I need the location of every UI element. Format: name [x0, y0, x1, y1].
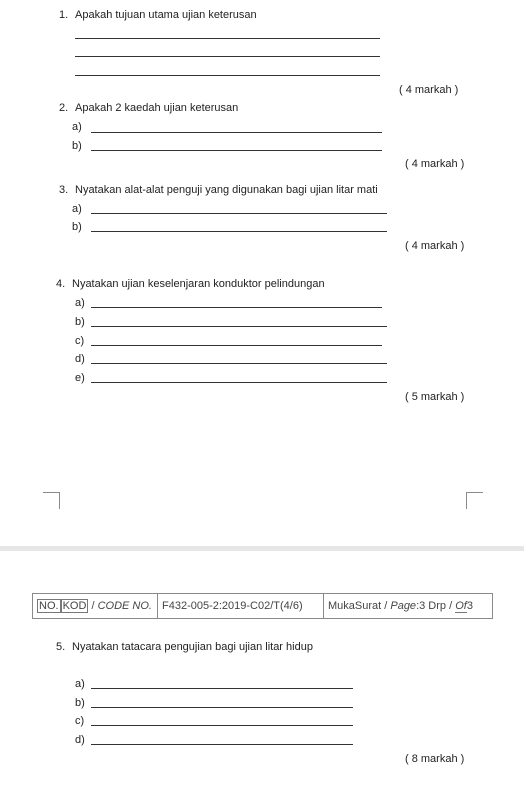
item-label: b)	[75, 316, 85, 328]
item-label: d)	[75, 353, 85, 365]
answer-line[interactable]	[91, 307, 382, 308]
question-5-text: Nyatakan tatacara pengujian bagi ujian litar hidup	[72, 641, 313, 653]
crop-mark-right	[466, 492, 483, 509]
question-4-number: 4.	[56, 278, 66, 290]
kod-label: KOD	[62, 600, 87, 612]
item-label: c)	[75, 715, 85, 727]
answer-line[interactable]	[91, 213, 387, 214]
item-label: b)	[72, 221, 82, 233]
question-2-text: Apakah 2 kaedah ujian keterusan	[75, 102, 239, 114]
answer-line[interactable]	[91, 326, 387, 327]
answer-line[interactable]	[91, 707, 353, 708]
page-cell	[324, 594, 493, 619]
question-3-marks: ( 4 markah )	[405, 240, 465, 252]
page-separator	[0, 546, 524, 551]
total-pages: 3	[466, 599, 473, 612]
answer-line[interactable]	[91, 744, 353, 745]
answer-line[interactable]	[91, 688, 353, 689]
item-label: e)	[75, 372, 85, 384]
item-label: a)	[75, 678, 85, 690]
question-4-marks: ( 5 markah )	[405, 391, 465, 403]
question-2-number: 2.	[59, 102, 69, 114]
question-4-text: Nyatakan ujian keselenjaran konduktor pelindungan	[72, 278, 325, 290]
answer-line[interactable]	[75, 56, 380, 57]
answer-line[interactable]	[91, 132, 382, 133]
answer-line[interactable]	[75, 75, 380, 76]
muka-surat-label: MukaSurat /	[328, 599, 391, 612]
crop-mark-left	[43, 492, 60, 509]
slash: /	[88, 600, 98, 612]
page-label: Page	[390, 599, 417, 612]
question-5-number: 5.	[56, 641, 66, 653]
question-1-number: 1.	[59, 9, 69, 21]
question-1-marks: ( 4 markah )	[399, 84, 459, 96]
item-label: b)	[75, 697, 85, 709]
item-label: d)	[75, 734, 85, 746]
question-1-text: Apakah tujuan utama ujian keterusan	[75, 9, 257, 21]
of-label: Of	[455, 599, 467, 612]
item-label: b)	[72, 140, 82, 152]
answer-line[interactable]	[75, 38, 380, 39]
question-2-marks: ( 4 markah )	[405, 158, 465, 170]
item-label: a)	[75, 297, 85, 309]
answer-line[interactable]	[91, 150, 382, 151]
code-label-cell	[33, 594, 158, 619]
answer-line[interactable]	[91, 725, 353, 726]
question-3-text: Nyatakan alat-alat penguji yang digunakan bagi ujian litar mati	[75, 184, 378, 196]
page-number: :3 Drp /	[416, 599, 456, 612]
answer-line[interactable]	[91, 231, 387, 232]
question-3-number: 3.	[59, 184, 69, 196]
item-label: a)	[72, 121, 82, 133]
item-label: c)	[75, 335, 85, 347]
page-header-table	[32, 593, 493, 619]
answer-line[interactable]	[91, 363, 387, 364]
answer-line[interactable]	[91, 345, 382, 346]
item-label: a)	[72, 203, 82, 215]
question-5-marks: ( 8 markah )	[405, 753, 465, 765]
answer-line[interactable]	[91, 382, 387, 383]
no-label: NO.	[39, 600, 59, 612]
code-value-cell: F432-005-2:2019-C02/T(4/6)	[158, 594, 324, 619]
code-no-label: CODE NO.	[97, 600, 152, 612]
